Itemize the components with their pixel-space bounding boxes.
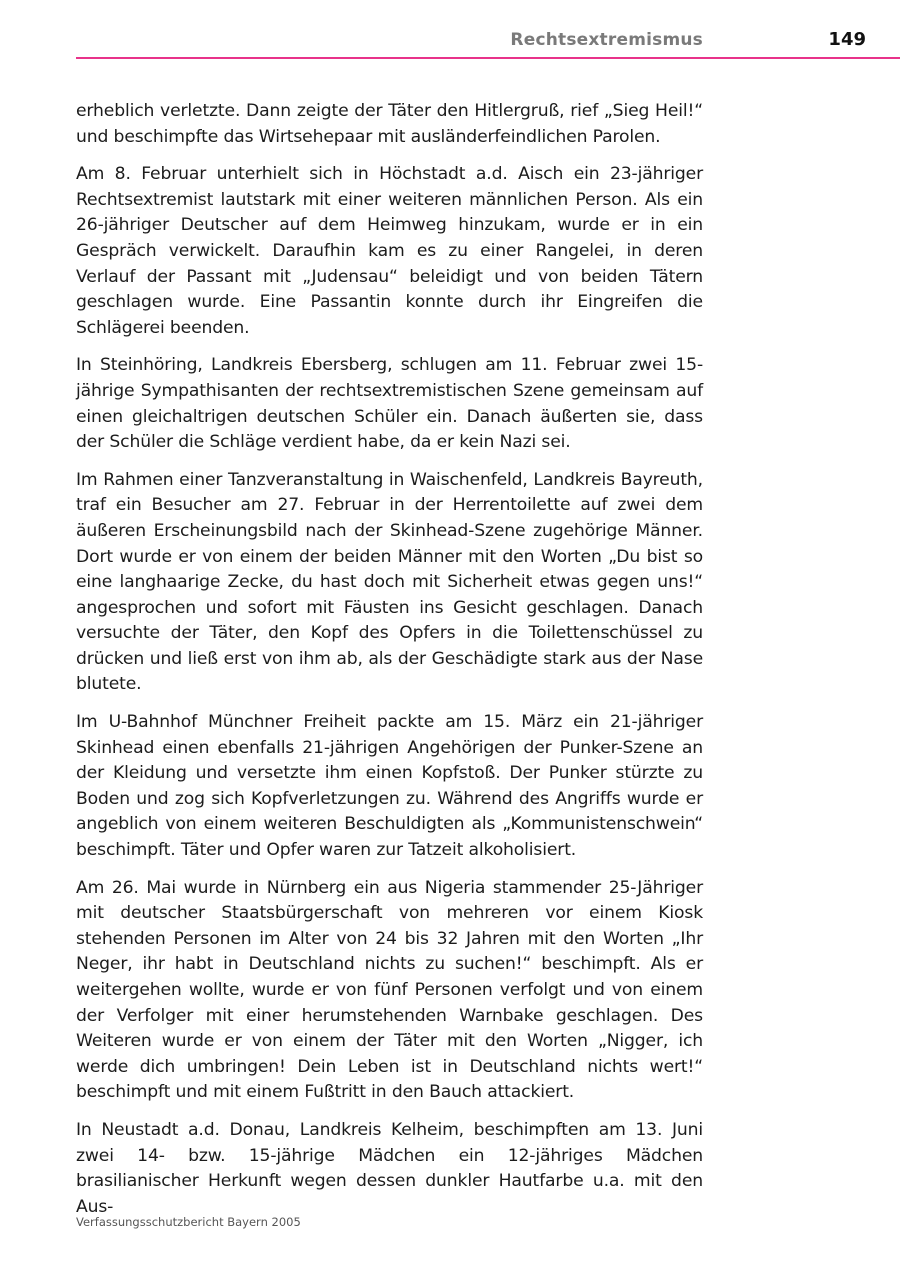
page-number: 149 [828,29,866,50]
page-footer: Verfassungsschutzbericht Bayern 2005 [76,1215,301,1229]
paragraph: Am 8. Februar unterhielt sich in Höchstadt a.d. Aisch ein 23-jähriger Rechtsextremist lautstark mit einer weiteren männlichen Person. Als ein 26-jähriger Deutscher auf dem Heimweg hinzukam, wurde er in ein Gespräch verwickelt. Daraufhin kam es zu einer Rangelei, in deren Verlauf der Passant mit „Judensau“ beleidigt und von beiden Tätern geschlagen wurde. Eine Passantin konnte durch ihr Eingreifen die Schlägerei beenden. [76,164,703,338]
paragraph: Am 26. Mai wurde in Nürnberg ein aus Nigeria stammender 25-Jähriger mit deutscher Staatsbürgerschaft von mehreren vor einem Kiosk stehenden Personen im Alter von 24 bis 32 Jahren mit den Worten „Ihr Neger, ihr habt in Deutschland nichts zu suchen!“ beschimpft. Als er weitergehen wollte, wurde er von fünf Personen verfolgt und von einem der Verfolger mit einer herumstehenden Warnbake geschlagen. Des Weiteren wurde er von einem der Täter mit den Worten „Nigger, ich werde dich umbringen! Dein Leben ist in Deutschland nichts wert!“ beschimpft und mit einem Fußtritt in den Bauch attackiert. [76,877,703,1103]
page-header [76,28,900,56]
header-divider [76,57,900,59]
paragraph: erheblich verletzte. Dann zeigte der Täter den Hitlergruß, rief „Sieg Heil!“ und beschimpfte das Wirtsehepaar mit ausländerfeindlichen Parolen. [76,101,703,147]
paragraph: Im U-Bahnhof Münchner Freiheit packte am 15. März ein 21-jähriger Skinhead einen ebenfalls 21-jährigen Angehörigen der Punker-Szene an der Kleidung und versetzte ihm einen Kopfstoß. Der Punker stürzte zu Boden und zog sich Kopfverletzungen zu. Während des Angriffs wurde er angeblich von einem weiteren Beschuldigten als „Kommunistenschwein“ beschimpft. Täter und Opfer waren zur Tatzeit alkoholisiert. [76,712,703,861]
section-title: Rechtsextremismus [510,30,703,50]
paragraph: In Steinhöring, Landkreis Ebersberg, schlugen am 11. Februar zwei 15-jährige Sympathisanten der rechtsextremistischen Szene gemeinsam auf einen gleichaltrigen deutschen Schüler ein. Danach äußerten sie, dass der Schüler die Schläge verdient habe, da er kein Nazi sei. [76,355,703,453]
body-text [76,99,703,1232]
paragraph: In Neustadt a.d. Donau, Landkreis Kelheim, beschimpften am 13. Juni zwei 14- bzw. 15-jährige Mädchen ein 12-jähriges Mädchen brasilianischer Herkunft wegen dessen dunkler Hautfarbe u.a. mit den Aus- [76,1119,703,1217]
paragraph: Im Rahmen einer Tanzveranstaltung in Waischenfeld, Landkreis Bayreuth, traf ein Besucher am 27. Februar in der Herrentoilette auf zwei dem äußeren Erscheinungsbild nach der Skinhead-Szene zugehörige Männer. Dort wurde er von einem der beiden Männer mit den Worten „Du bist so eine langhaarige Zecke, du hast doch mit Sicherheit etwas gegen uns!“ angesprochen und sofort mit Fäusten ins Gesicht geschlagen. Danach versuchte der Täter, den Kopf des Opfers in die Toilettenschüssel zu drücken und ließ erst von ihm ab, als der Geschädigte stark aus der Nase blutete. [76,469,703,695]
